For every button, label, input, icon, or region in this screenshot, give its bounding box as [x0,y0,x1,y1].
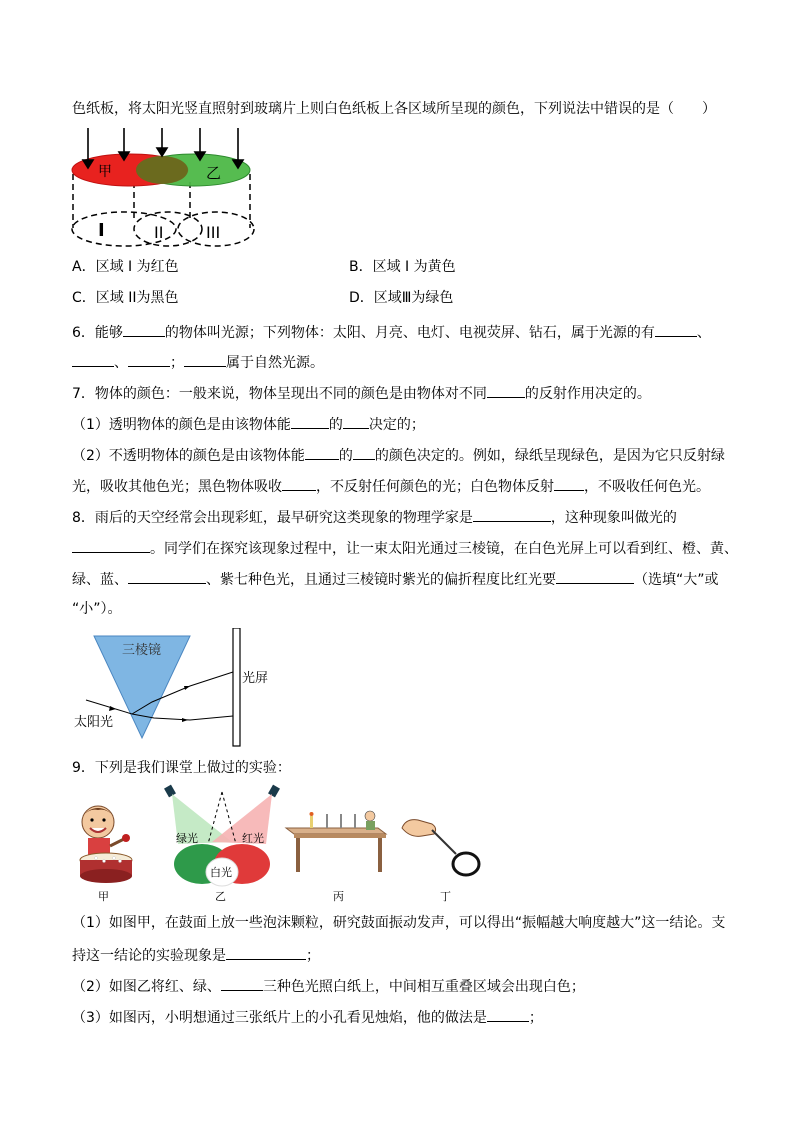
q8-blank-3[interactable] [128,569,206,584]
q9-sub1-line-1 [72,914,725,932]
caption-bing: 丙 [333,890,344,903]
q5-figure [68,126,258,248]
label-yi: 乙 [206,164,222,182]
q9-sub1-line-2 [72,945,320,965]
q9-text: 三种色光照白纸上，中间相互重叠区域会出现白色； [262,979,585,995]
q6-text: 、 [696,325,711,341]
q7-blank-4[interactable] [305,445,339,460]
q5-option-b: B．区域 I 为黄色 [349,259,456,275]
q5-option-c: C．区域 II为黑色 [72,290,179,306]
q7-line-3 [72,445,725,465]
q8-line-2 [72,538,738,558]
prism-label: 三棱镜 [122,643,162,658]
q6-blank-5[interactable] [184,352,226,367]
q7-line-1 [72,383,651,403]
q9-blank-2[interactable] [221,976,263,991]
q7-blank-7[interactable] [554,476,584,491]
q7-text: 的 [328,417,343,433]
q5-stem-text: 色纸板，将太阳光竖直照射到玻璃片上则白色纸板上各区域所呈现的颜色，下列说法中错误的是（ ） [72,101,716,117]
q7-blank-5[interactable] [353,445,375,460]
q6-text: 、 [114,355,128,371]
q7-line-2 [72,414,425,434]
prism-figure [70,628,280,748]
q6-blank-4[interactable] [128,352,170,367]
q9-blank-1[interactable] [226,945,306,960]
drum-experiment-figure [70,800,140,890]
q8-text: ，这种现象叫做光的 [550,510,677,526]
q8-text: 、紫七种色光，且通过三棱镜时紫光的偏折程度比红光要 [206,572,556,588]
q7-text: （2）不透明物体的颜色是由该物体能 [72,448,305,464]
light-screen [233,628,240,746]
q6-line-2 [72,352,324,372]
overlap-region [136,156,188,184]
q8-text: 8．雨后的天空经常会出现彩虹，最早研究这类现象的物理学家是 [72,510,473,526]
q9-text: （1）如图甲，在鼓面上放一些泡沫颗粒，研究鼓面振动发声，可以得出“振幅越大响度越大”这一结论。支 [72,915,726,931]
q7-text: 光，吸收其他色光；黑色物体吸收 [72,479,282,495]
q6-blank-2[interactable] [655,322,697,337]
q8-text: “小”）。 [72,601,122,617]
q8-text: 绿、蓝、 [72,572,128,588]
q7-text: ，不吸收任何色光。 [584,479,710,495]
q9-text: 持这一结论的实验现象是 [72,948,226,964]
region-2-label: II [154,223,164,242]
q7-text: 的颜色决定的。例如，绿纸呈现绿色，是因为它只反射绿 [374,448,725,464]
sunlight-label: 太阳光 [74,715,114,730]
q5-stem [72,100,716,118]
q7-text: 的反射作用决定的。 [524,386,651,402]
q8-text: （选填“大”或 [634,572,719,588]
q8-line-4 [72,600,122,618]
q9-text: ； [528,1010,543,1026]
caption-yi: 乙 [215,890,226,903]
q9-intro [72,759,291,777]
q7-text: 7．物体的颜色：一般来说，物体呈现出不同的颜色是由物体对不同 [72,386,487,402]
q9-text: （2）如图乙将红、绿、 [72,979,221,995]
q5-option-a: A．区域 I 为红色 [72,259,179,275]
q9-sub2 [72,976,585,996]
q6-line-1 [72,322,711,342]
q7-line-4 [72,476,710,496]
q7-text: 决定的； [368,417,425,433]
white-light-label: 白光 [210,866,232,879]
q7-text: 的 [338,448,353,464]
q6-blank-3[interactable] [72,352,114,367]
q7-blank-3[interactable] [343,414,369,429]
q9-text: （3）如图丙，小明想通过三张纸片上的小孔看见烛焰，他的做法是 [72,1010,487,1026]
green-light-label: 绿光 [176,832,198,845]
q6-blank-1[interactable] [123,322,165,337]
q8-blank-4[interactable] [556,569,634,584]
caption-jia: 甲 [98,890,109,903]
q6-text: 属于自然光源。 [226,355,324,371]
q7-blank-6[interactable] [282,476,316,491]
q9-sub3 [72,1007,543,1027]
region-1-label: I [98,220,105,241]
q7-text: （1）透明物体的颜色是由该物体能 [72,417,291,433]
q7-blank-2[interactable] [291,414,329,429]
pinhole-table-figure [282,806,392,876]
q7-text: ，不反射任何颜色的光；白色物体反射 [316,479,554,495]
caption-ding: 丁 [440,890,451,903]
q8-line-1 [72,507,677,527]
q5-option-d: D．区域Ⅲ为绿色 [349,290,454,306]
label-jia: 甲 [98,164,112,180]
q7-blank-1[interactable] [487,383,525,398]
q6-text: 6．能够 [72,325,123,341]
q8-line-3 [72,569,719,589]
q6-text: 的物体叫光源；下列物体：太阳、月亮、电灯、电视荧屏、钻石，属于光源的有 [164,325,655,341]
q9-text: ； [306,948,320,964]
hand-loop-figure [398,810,488,882]
q9-text: 9．下列是我们课堂上做过的实验： [72,760,291,776]
region-3-label: III [206,223,221,242]
color-light-figure [162,784,282,892]
red-light-label: 红光 [242,832,264,845]
q6-text: ； [170,355,184,371]
q9-blank-3[interactable] [487,1007,529,1022]
q8-blank-1[interactable] [473,507,551,522]
screen-label: 光屏 [242,671,269,686]
q8-blank-2[interactable] [72,538,150,553]
q8-text: 。同学们在探究该现象过程中，让一束太阳光通过三棱镜，在白色光屏上可以看到红、橙、黄、 [150,541,738,557]
